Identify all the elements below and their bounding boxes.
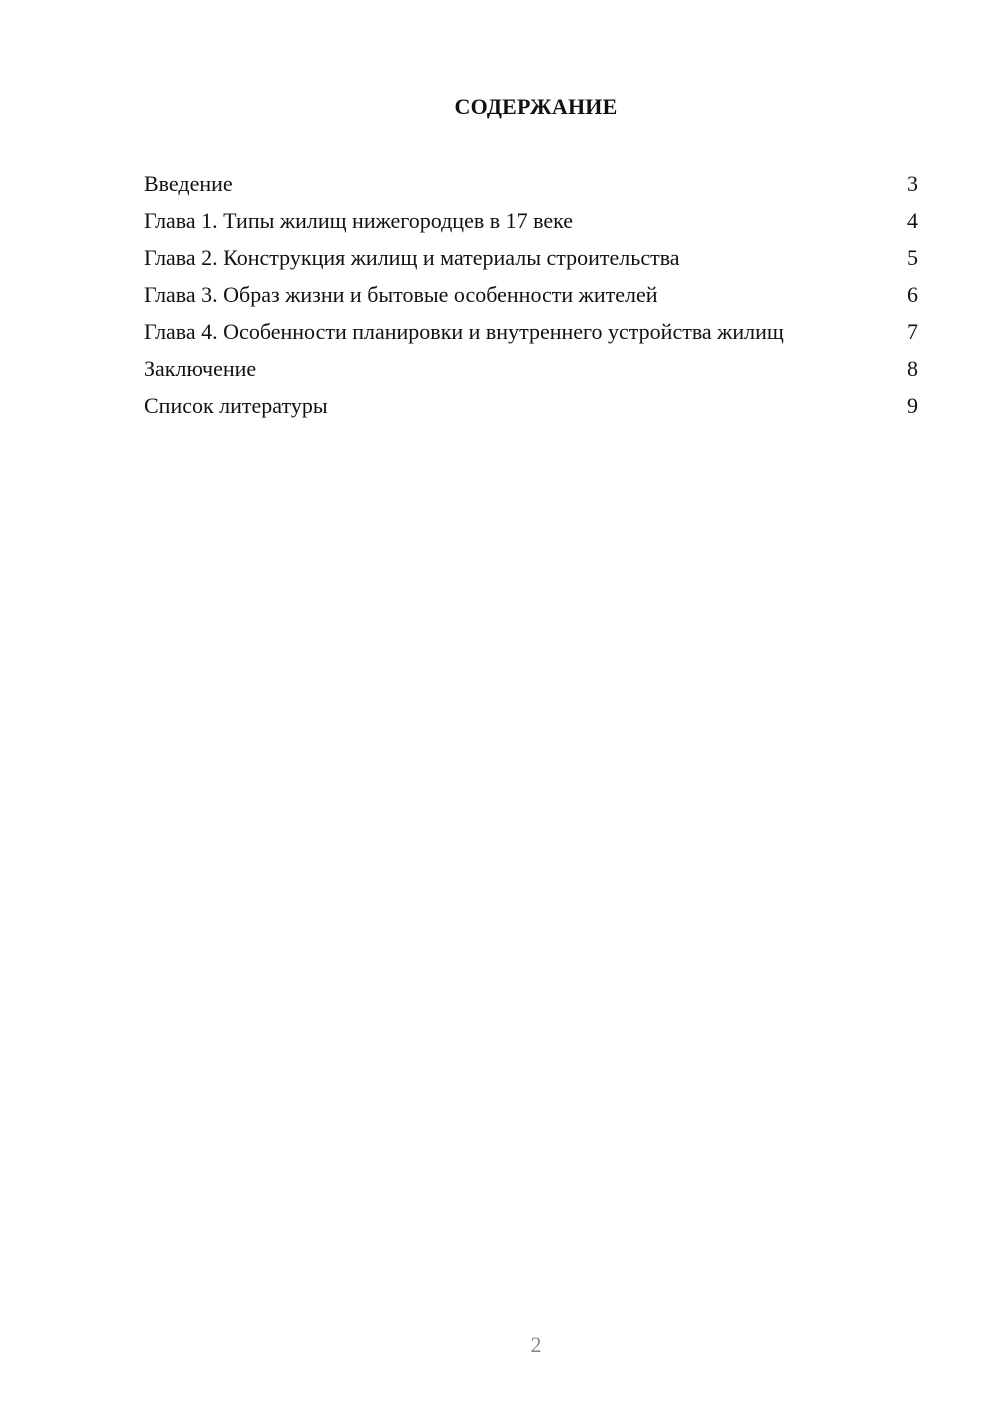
table-of-contents bbox=[144, 170, 920, 429]
toc-item-label: Глава 4. Особенности планировки и внутреннего устройства жилищ bbox=[144, 319, 784, 344]
page-number: 2 bbox=[530, 1332, 542, 1357]
toc-item-page: 8 bbox=[907, 356, 918, 381]
toc-item-chapter-3[interactable] bbox=[144, 281, 920, 308]
toc-item-introduction[interactable] bbox=[144, 170, 920, 197]
toc-item-label: Введение bbox=[144, 171, 233, 196]
toc-item-conclusion[interactable] bbox=[144, 355, 920, 382]
toc-item-label: Глава 2. Конструкция жилищ и материалы строительства bbox=[144, 245, 680, 270]
toc-item-chapter-1[interactable] bbox=[144, 207, 920, 234]
toc-item-page: 5 bbox=[907, 245, 918, 270]
toc-item-chapter-2[interactable] bbox=[144, 244, 920, 271]
toc-item-label: Заключение bbox=[144, 356, 257, 381]
page-title: СОДЕРЖАНИЕ bbox=[454, 94, 618, 119]
toc-item-label: Список литературы bbox=[144, 393, 328, 418]
toc-item-page: 7 bbox=[907, 319, 918, 344]
toc-item-label: Глава 3. Образ жизни и бытовые особенности жителей bbox=[144, 282, 658, 307]
toc-item-bibliography[interactable] bbox=[144, 392, 920, 419]
toc-item-page: 4 bbox=[907, 208, 918, 233]
toc-item-label: Глава 1. Типы жилищ нижегородцев в 17 веке bbox=[144, 208, 574, 233]
toc-item-page: 6 bbox=[907, 282, 918, 307]
toc-item-page: 3 bbox=[907, 171, 918, 196]
toc-item-page: 9 bbox=[907, 393, 918, 418]
toc-item-chapter-4[interactable] bbox=[144, 318, 920, 345]
